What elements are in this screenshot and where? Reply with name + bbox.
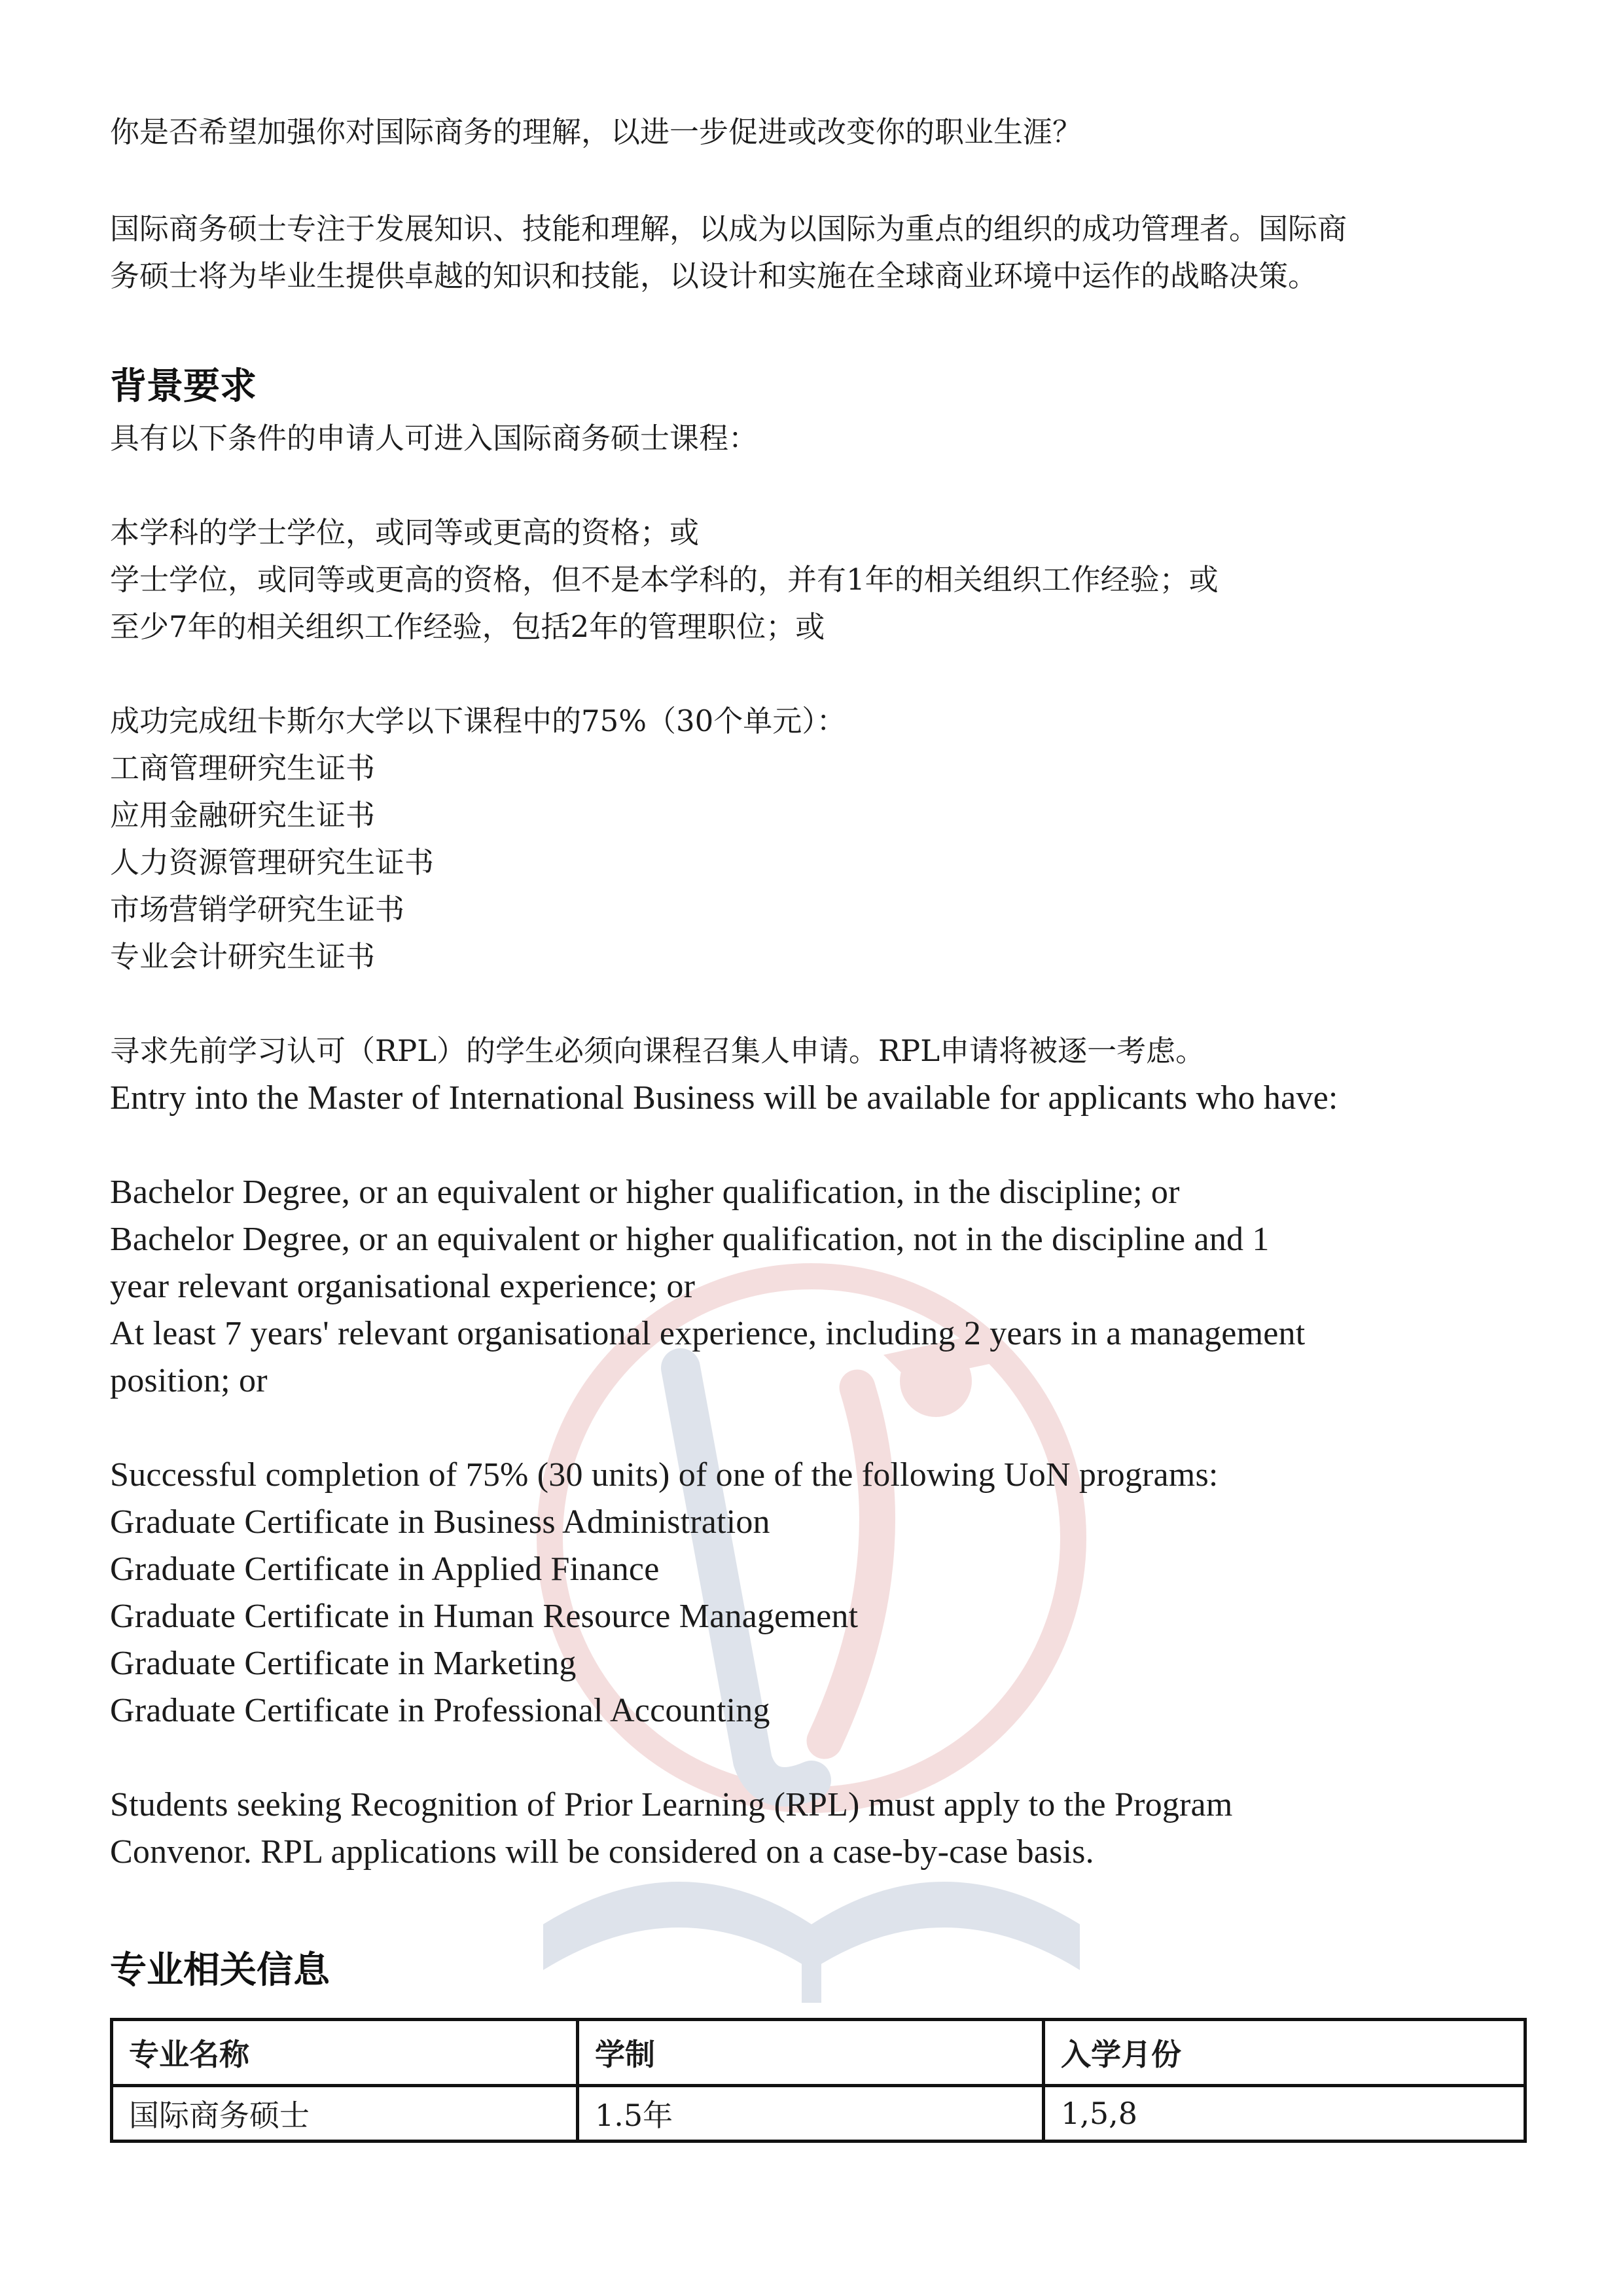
en-condition: year relevant organisational experience; or	[110, 1268, 696, 1305]
header-program-name: 专业名称	[112, 2020, 578, 2086]
en-completion: Successful completion of 75% (30 units) of one of the following UoN programs:	[110, 1456, 1219, 1494]
header-intake-months: 入学月份	[1044, 2020, 1525, 2086]
cell-program-name: 国际商务硕士	[112, 2086, 578, 2142]
zh-certificate: 工商管理研究生证书	[110, 751, 376, 785]
zh-condition: 学士学位，或同等或更高的资格，但不是本学科的，并有1年的相关组织工作经验；或	[110, 562, 1219, 597]
en-certificate: Graduate Certificate in Applied Finance	[110, 1551, 660, 1588]
en-certificate: Graduate Certificate in Professional Accounting	[110, 1692, 770, 1729]
intro-desc-line-2: 务硕士将为毕业生提供卓越的知识和技能，以设计和实施在全球商业环境中运作的战略决策。	[110, 259, 1318, 293]
background-heading: 背景要求	[110, 365, 257, 408]
program-info-heading: 专业相关信息	[110, 1949, 330, 1992]
en-condition: Bachelor Degree, or an equivalent or higher qualification, in the discipline; or	[110, 1174, 1180, 1211]
zh-certificate: 专业会计研究生证书	[110, 939, 376, 974]
table-header-row	[112, 2020, 1525, 2086]
header-duration: 学制	[578, 2020, 1044, 2086]
en-condition: position; or	[110, 1362, 268, 1399]
cell-intake-months: 1,5,8	[1044, 2086, 1525, 2142]
zh-completion: 成功完成纽卡斯尔大学以下课程中的75%（30个单元）：	[110, 704, 846, 738]
program-info-table	[110, 2018, 1527, 2143]
cell-duration: 1.5年	[578, 2086, 1044, 2142]
zh-condition: 至少7年的相关组织工作经验，包括2年的管理职位；或	[110, 609, 825, 644]
zh-rpl: 寻求先前学习认可（RPL）的学生必须向课程召集人申请。RPL申请将被逐一考虑。	[110, 1033, 1205, 1068]
intro-desc-line-1: 国际商务硕士专注于发展知识、技能和理解，以成为以国际为重点的组织的成功管理者。国际商	[110, 211, 1347, 246]
en-certificate: Graduate Certificate in Human Resource Management	[110, 1598, 859, 1635]
en-intro: Entry into the Master of International Business will be available for applicants who have:	[110, 1079, 1338, 1117]
en-certificate: Graduate Certificate in Business Administration	[110, 1503, 770, 1541]
zh-certificate: 市场营销学研究生证书	[110, 892, 405, 927]
table-row	[112, 2086, 1525, 2142]
zh-condition: 本学科的学士学位，或同等或更高的资格；或	[110, 515, 700, 550]
en-certificate: Graduate Certificate in Marketing	[110, 1645, 577, 1682]
en-rpl: Convenor. RPL applications will be considered on a case-by-case basis.	[110, 1833, 1094, 1871]
en-condition: Bachelor Degree, or an equivalent or higher qualification, not in the discipline and 1	[110, 1221, 1270, 1258]
zh-intro: 具有以下条件的申请人可进入国际商务硕士课程：	[110, 421, 758, 456]
en-rpl: Students seeking Recognition of Prior Learning (RPL) must apply to the Program	[110, 1786, 1233, 1823]
zh-certificate: 应用金融研究生证书	[110, 798, 376, 833]
intro-question: 你是否希望加强你对国际商务的理解，以进一步促进或改变你的职业生涯？	[110, 115, 1082, 149]
en-condition: At least 7 years' relevant organisational experience, including 2 years in a management	[110, 1315, 1306, 1352]
zh-certificate: 人力资源管理研究生证书	[110, 845, 435, 880]
